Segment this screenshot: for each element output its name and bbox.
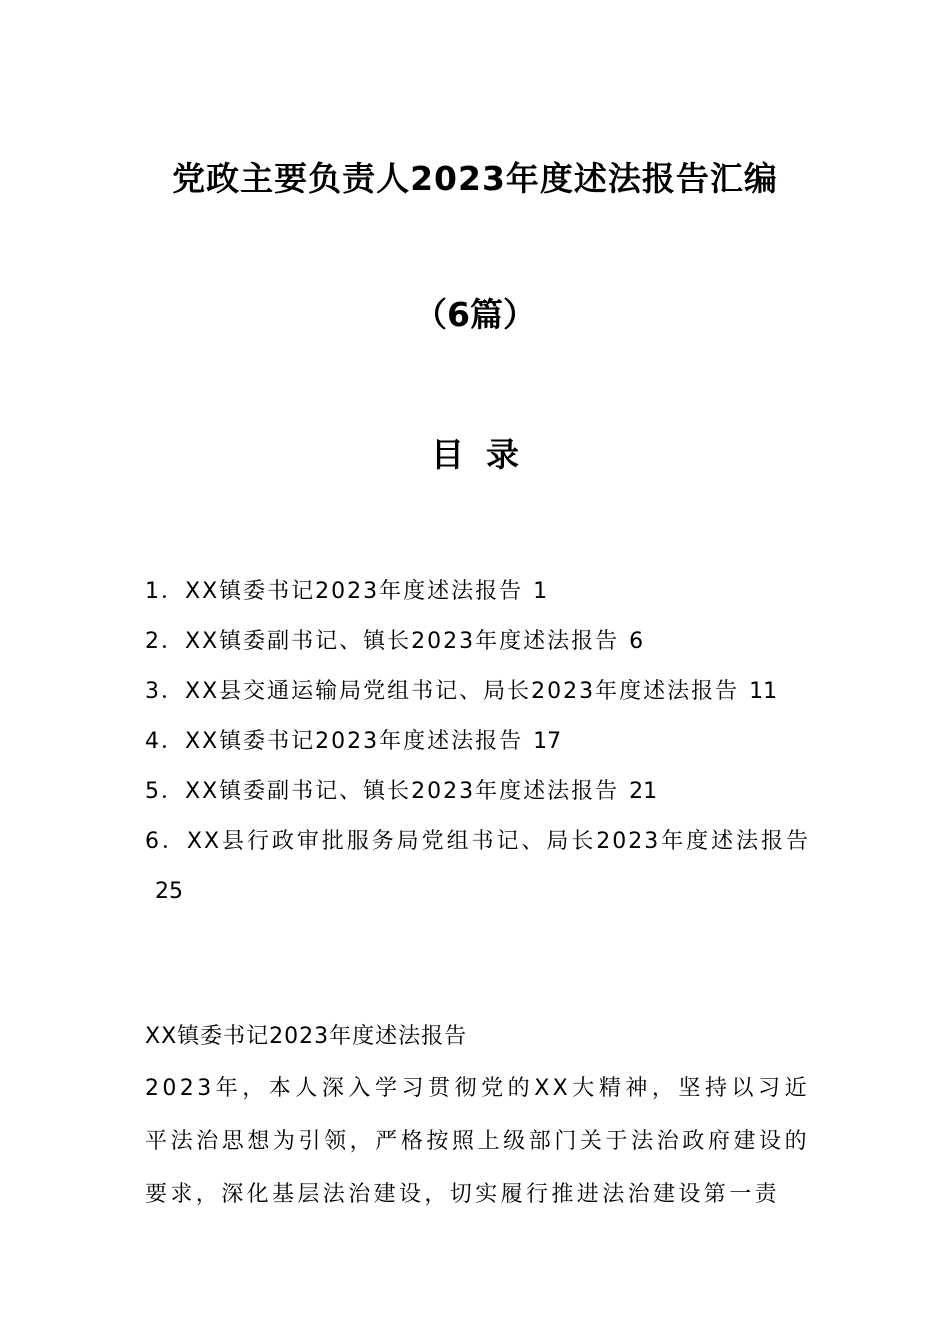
toc-item[interactable] bbox=[145, 717, 810, 767]
document-title: 党政主要负责人2023年度述法报告汇编 bbox=[172, 159, 778, 198]
toc-item-number: 4． bbox=[145, 729, 185, 754]
toc-item[interactable] bbox=[145, 767, 810, 817]
toc-item-page: 21 bbox=[629, 779, 658, 804]
table-of-contents bbox=[145, 567, 810, 917]
article-title: XX镇委书记2023年度述法报告 bbox=[145, 1024, 468, 1049]
toc-item-text: XX镇委书记2023年度述法报告 bbox=[185, 579, 524, 604]
toc-item-number: 1． bbox=[145, 579, 185, 604]
toc-item-page: 1 bbox=[533, 579, 548, 604]
toc-item-text: XX县行政审批服务局党组书记、局长2023年度述法报告 bbox=[186, 829, 810, 854]
toc-item[interactable] bbox=[145, 817, 810, 917]
article-body: 2023年，本人深入学习贯彻党的XX大精神，坚持以习近平法治思想为引领，严格按照上级部门关于法治政府建设的要求，深化基层法治建设，切实履行推进法治建设第一责 bbox=[145, 1076, 810, 1207]
toc-item-number: 5． bbox=[145, 779, 185, 804]
toc-item-page: 11 bbox=[749, 679, 778, 704]
toc-item[interactable] bbox=[145, 567, 810, 617]
toc-item[interactable] bbox=[145, 667, 810, 717]
toc-item[interactable] bbox=[145, 617, 810, 667]
article-section bbox=[145, 1012, 810, 1221]
toc-heading: 目录 bbox=[431, 435, 541, 474]
toc-item-number: 2． bbox=[145, 629, 185, 654]
toc-item-number: 3． bbox=[145, 679, 185, 704]
toc-item-number: 6． bbox=[145, 829, 187, 854]
document-subtitle: （6篇） bbox=[414, 295, 536, 334]
toc-item-text: XX镇委副书记、镇长2023年度述法报告 bbox=[185, 629, 620, 654]
toc-item-text: XX镇委副书记、镇长2023年度述法报告 bbox=[185, 779, 620, 804]
toc-item-text: XX镇委书记2023年度述法报告 bbox=[185, 729, 524, 754]
toc-item-page: 25 bbox=[155, 879, 183, 904]
toc-item-page: 17 bbox=[533, 729, 562, 754]
toc-item-page: 6 bbox=[629, 629, 644, 654]
toc-item-text: XX县交通运输局党组书记、局长2023年度述法报告 bbox=[185, 679, 740, 704]
